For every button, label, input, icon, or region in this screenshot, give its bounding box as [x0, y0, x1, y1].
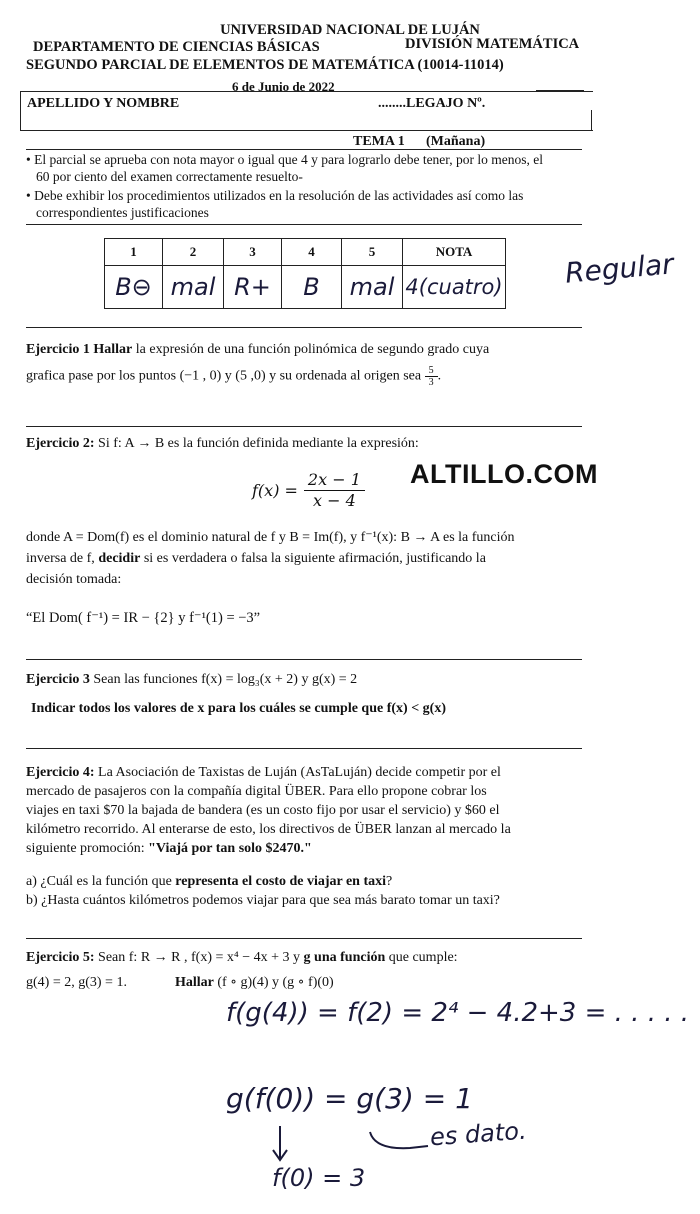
rule-under-rules	[26, 224, 582, 225]
grade-value: mal	[163, 266, 224, 309]
ex4-line: La Asociación de Taxistas de Luján (AsTaLuján) decide competir por el	[94, 765, 501, 780]
rule-ex4	[26, 748, 582, 749]
ex2-fraction-den: x − 4	[313, 491, 356, 510]
ex5-line2a: g(4) = 2, g(3) = 1.	[26, 975, 127, 990]
rule-line: correspondientes justificaciones	[36, 205, 209, 220]
ex2-line2a: inversa de f,	[26, 551, 99, 566]
ex4-line: viajes en taxi $70 la bajada de bandera (es un costo fijo por usar el servicio) y $60 el	[26, 803, 500, 818]
ex2-formula	[252, 470, 365, 511]
rules-block	[26, 151, 543, 221]
name-label: APELLIDO Y NOMBRE	[27, 96, 180, 111]
grade-header: 3	[224, 239, 282, 266]
ex5-line1a: Sean f: R → R , f(x) = x⁴ − 4x + 3 y	[94, 950, 304, 965]
ex2-title: Ejercicio 2:	[26, 436, 95, 451]
handwriting-line1: f(g(4)) = f(2) = 2⁴ − 4.2+3 = . . . . .	[226, 998, 690, 1028]
tema-shift: (Mañana)	[426, 134, 486, 149]
ex2-line1: donde A = Dom(f) es el dominio natural de f y B = Im(f), y f⁻¹(x): B → A es la función	[26, 530, 515, 545]
ex3-line1: Sean las funciones f(x) = log₃(x + 2) y g(x) = 2	[89, 672, 358, 687]
ex1-verb: Hallar	[93, 342, 133, 357]
ex5-line2c: (f ∘ g)(4) y (g ∘ f)(0)	[213, 975, 334, 990]
ex4-qa-prefix: a) ¿Cuál es la función que	[26, 874, 176, 889]
ex4-qa-suffix: ?	[386, 874, 393, 889]
university-title: UNIVERSIDAD NACIONAL DE LUJÁN	[220, 22, 480, 38]
ex2-intro: Si f: A → B es la función definida mediante la expresión:	[94, 436, 419, 451]
rule-ex2	[26, 426, 582, 427]
ex5-line1-wrap	[26, 948, 458, 967]
grades-value-row	[105, 266, 506, 309]
grade-header: 2	[163, 239, 224, 266]
ex3-line1-wrap	[26, 670, 357, 689]
ex4-promo: "Viajá por tan solo $2470."	[148, 841, 312, 856]
ex1-fraction	[425, 365, 438, 388]
ex1-line2: grafica pase por los puntos (−1 , 0) y (5 ,0) y su ordenada al origen sea	[26, 368, 422, 384]
rule-top	[26, 149, 582, 150]
ex3-title: Ejercicio 3	[26, 672, 90, 687]
ex2-fraction	[304, 470, 365, 511]
student-box-right-edge	[591, 110, 592, 130]
ex4-line: mercado de pasajeros con la compañía digital ÜBER. Para ello propone cobrar los	[26, 784, 487, 799]
exam-title: SEGUNDO PARCIAL DE ELEMENTOS DE MATEMÁTICA (10014-11014)	[26, 57, 504, 73]
grade-header: 1	[105, 239, 163, 266]
ex1-title: Ejercicio 1	[26, 342, 90, 357]
watermark: ALTILLO.COM	[410, 459, 598, 489]
ex1-fraction-den: 3	[428, 377, 434, 388]
ex1-end: .	[437, 368, 442, 384]
ex5-line2-wrap	[26, 973, 334, 992]
legajo-label: ........LEGAJO Nº.	[378, 96, 486, 111]
curve-arrow-icon	[370, 1132, 428, 1148]
ex5-line1c: que cumple:	[385, 950, 458, 965]
exam-date: 6 de Junio de 2022	[232, 79, 335, 94]
ex5-title: Ejercicio 5:	[26, 950, 95, 965]
grade-remark: Regular	[563, 247, 675, 290]
grade-value-nota: 4(cuatro)	[403, 266, 506, 309]
ex1-fraction-num: 5	[425, 365, 438, 377]
grade-header-nota: NOTA	[403, 239, 506, 266]
grade-value: B⊖	[105, 266, 163, 309]
ex1-line1: la expresión de una función polinómica de segundo grado cuya	[132, 342, 490, 357]
grades-header-row	[105, 239, 506, 266]
ex4-qb: b) ¿Hasta cuántos kilómetros podemos viajar para que sea más barato tomar un taxi?	[26, 893, 500, 908]
grade-header: 5	[342, 239, 403, 266]
ex2-claim: “El Dom( f⁻¹) = IR − {2} y f⁻¹(1) = −3”	[26, 610, 261, 626]
rule-line: • El parcial se aprueba con nota mayor o igual que 4 y para lograrlo debe tener, por lo menos, el	[26, 152, 543, 167]
grade-header: 4	[282, 239, 342, 266]
tema-label: TEMA 1	[353, 134, 405, 149]
rule-ex3	[26, 659, 582, 660]
ex5-line1b: g una función	[303, 950, 386, 965]
down-arrow-icon	[273, 1126, 287, 1160]
ex1-block	[26, 340, 586, 388]
grade-value: B	[282, 266, 342, 309]
ex2-intro-line	[26, 434, 419, 453]
ex2-fx: f(x) =	[252, 481, 298, 500]
ex2-line3: decisión tomada:	[26, 572, 122, 587]
ex4-title: Ejercicio 4:	[26, 765, 95, 780]
ex4-qa-bold: representa el costo de viajar en taxi	[175, 874, 387, 889]
ex5-hallar: Hallar	[174, 975, 214, 990]
handwriting-f0: f(0) = 3	[272, 1164, 366, 1192]
grades-table	[104, 238, 506, 309]
ex4-line: kilómetro recorrido. Al enterarse de esto, los directivos de ÜBER lanzan al mercado la	[26, 822, 511, 837]
grade-value: R+	[224, 266, 282, 309]
ex2-line2c: si es verdadera o falsa la siguiente afirmación, justificando la	[140, 551, 486, 566]
ex4-block	[26, 763, 596, 910]
rule-line: • Debe exhibir los procedimientos utilizados en la resolución de las actividades así como las	[26, 188, 524, 203]
handwriting-note: es dato.	[429, 1116, 528, 1152]
department-title: DEPARTAMENTO DE CIENCIAS BÁSICAS	[33, 39, 320, 55]
ex3-line2: Indicar todos los valores de x para los cuáles se cumple que f(x) < g(x)	[31, 701, 447, 716]
rule-line: 60 por ciento del examen correctamente resuelto-	[36, 169, 303, 184]
ex2-decide: decidir	[98, 551, 141, 566]
ex2-fraction-num: 2x − 1	[304, 470, 365, 491]
rule-ex5	[26, 938, 582, 939]
legajo-mark	[536, 90, 584, 91]
division-title: DIVISIÓN MATEMÁTICA	[405, 36, 580, 52]
rule-ex1	[26, 327, 582, 328]
ex4-line: siguiente promoción:	[26, 841, 149, 856]
handwriting-line2: g(f(0)) = g(3) = 1	[226, 1082, 473, 1115]
grade-value: mal	[342, 266, 403, 309]
ex2-body	[26, 527, 586, 590]
